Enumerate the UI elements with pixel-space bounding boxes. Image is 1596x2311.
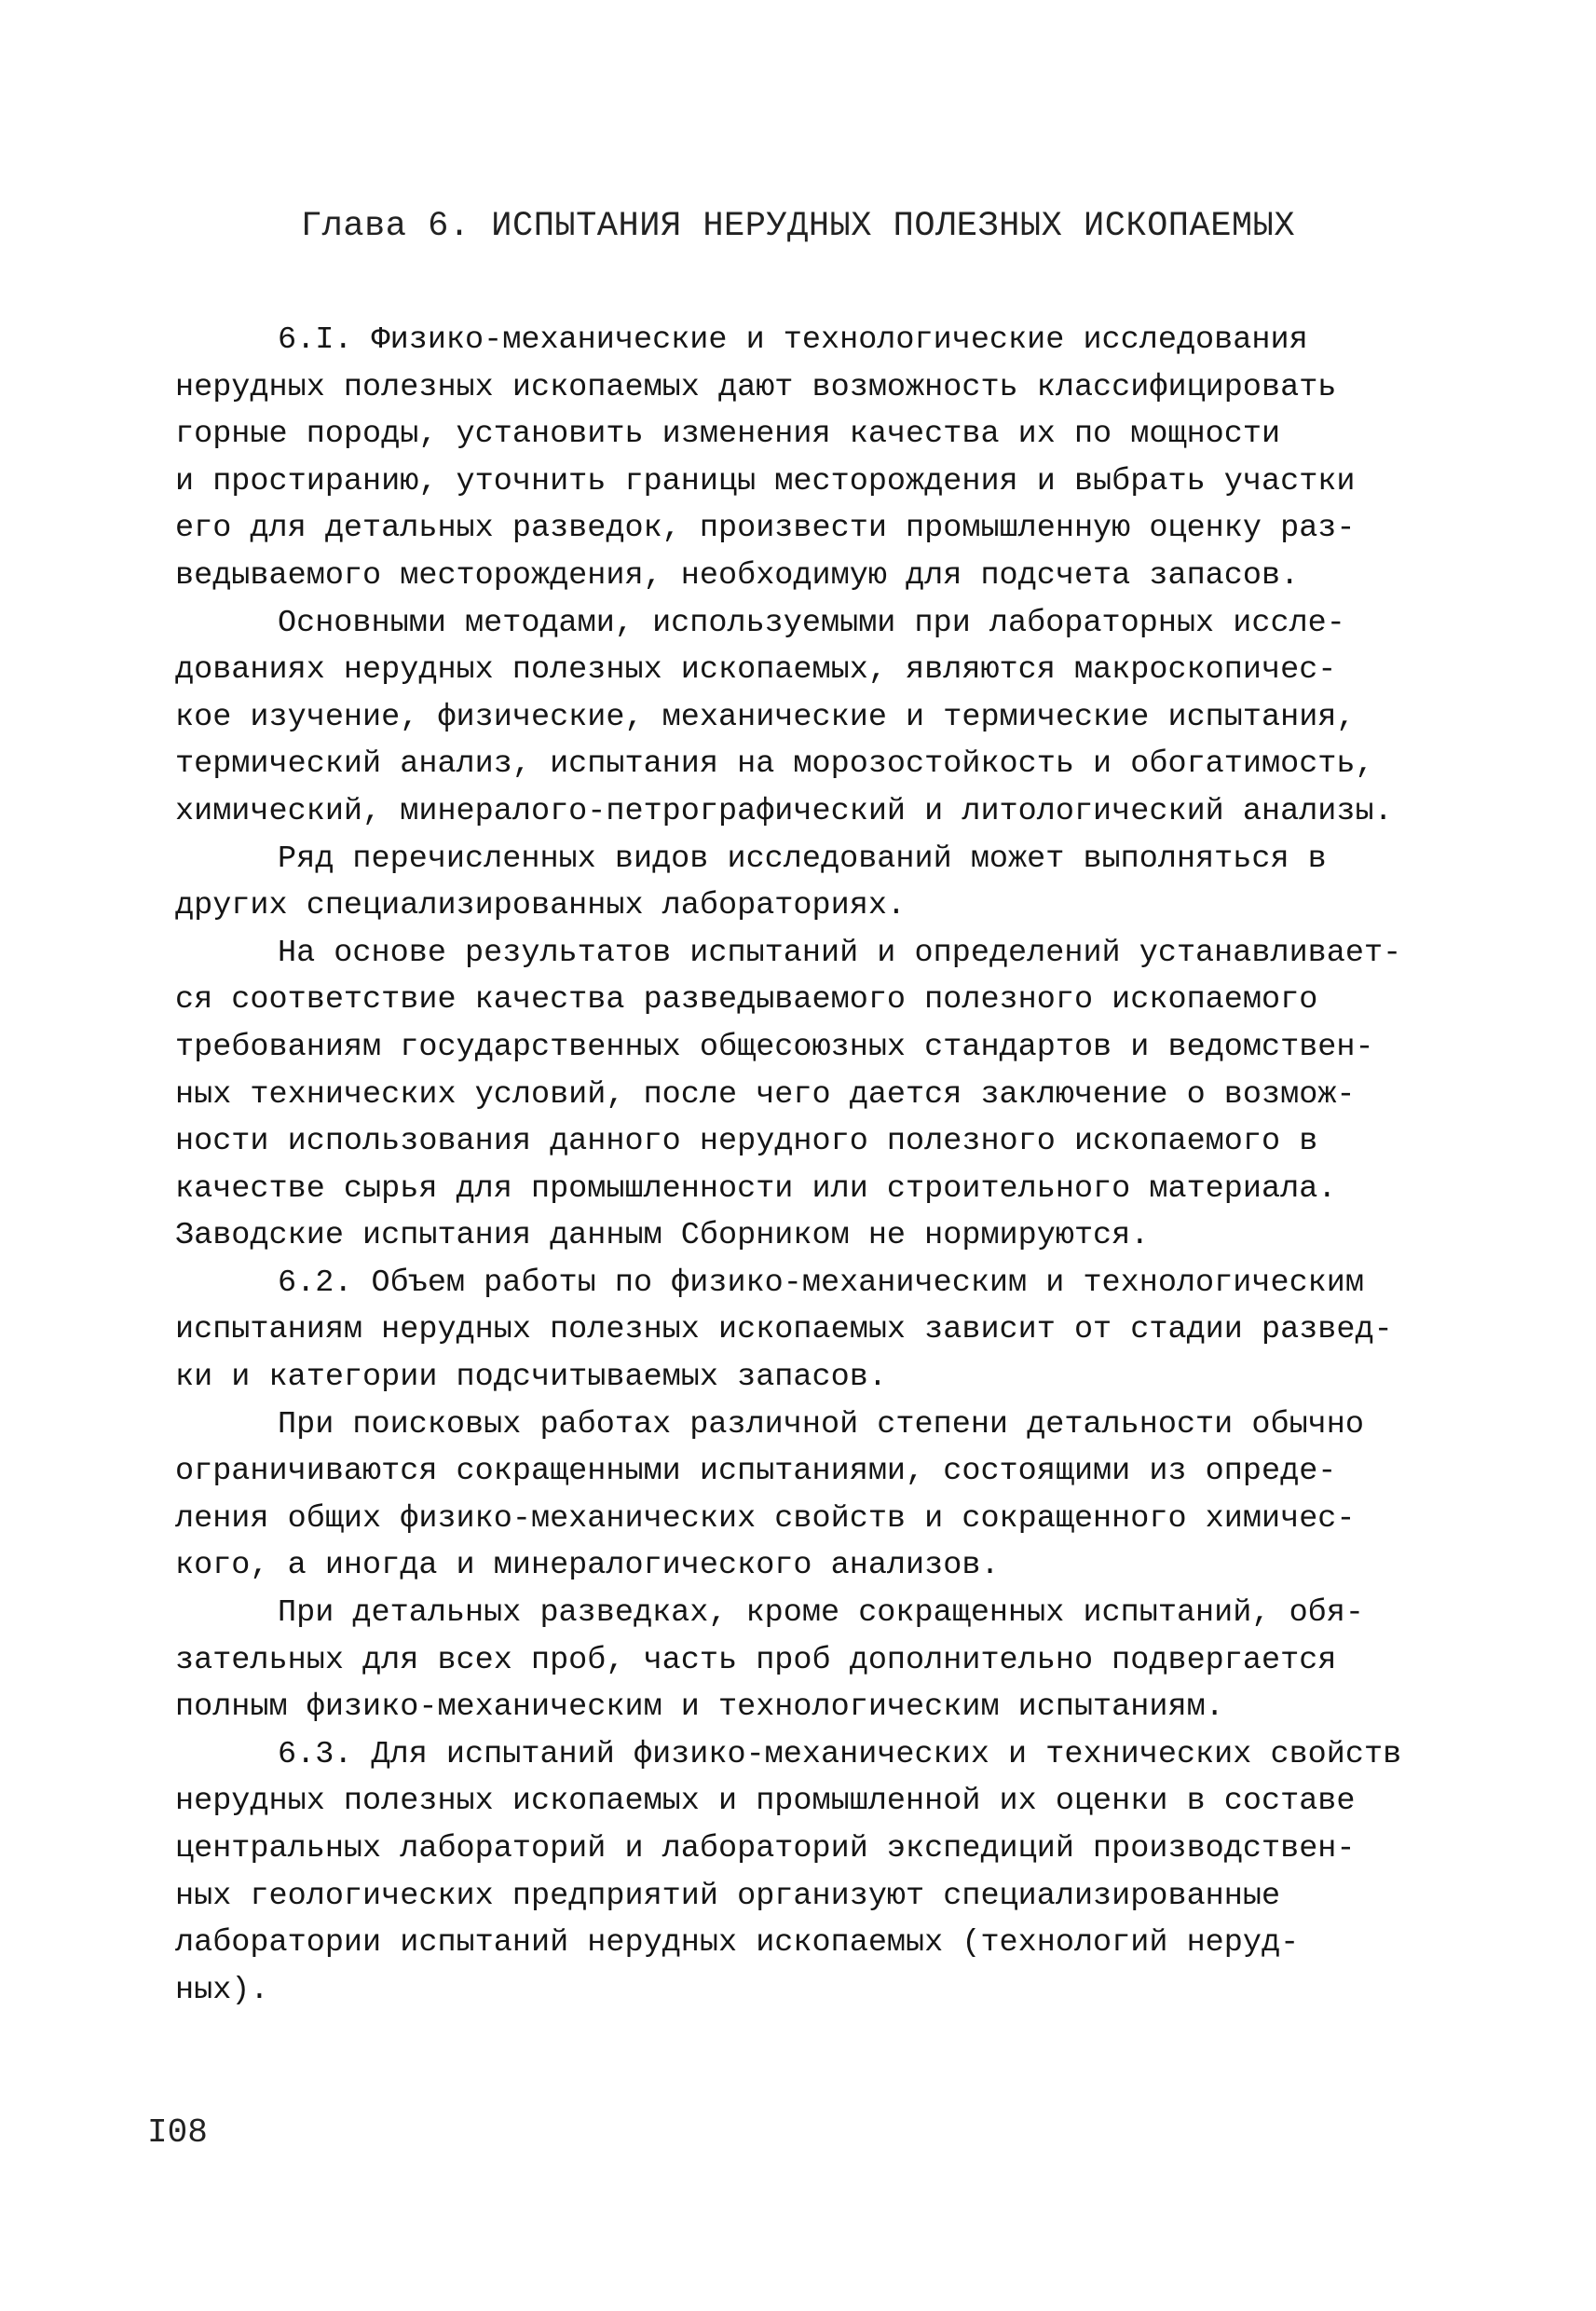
text-line: На основе результатов испытаний и определений устанавливает- [278,935,1402,971]
body-text [175,317,1461,2014]
text-line: других специализированных лабораториях. [175,888,907,924]
text-line: Заводские испытания данным Сборником не нормируются. [175,1218,1150,1254]
text-line: и простиранию, уточнить границы месторождения и выбрать участки [175,463,1356,499]
text-line: 6.3. Для испытаний физико-механических и технических свойств [278,1736,1402,1772]
text-line: Ряд перечисленных видов исследований может выполняться в [278,841,1327,877]
paragraph-6-1 [175,317,1461,600]
text-line: горные породы, установить изменения качества их по мощности [175,417,1281,453]
text-line: ограничиваются сокращенными испытаниями, состоящими из опреде- [175,1454,1337,1490]
text-line: лаборатории испытаний нерудных ископаемых (технологий неруд- [175,1925,1300,1962]
text-line: Основными методами, используемыми при лабораторных иссле- [278,605,1345,641]
text-line: испытаниям нерудных полезных ископаемых зависит от стадии развед- [175,1312,1393,1348]
paragraph-standards [175,930,1461,1260]
text-line: дованиях нерудных полезных ископаемых, являются макроскопичес- [175,652,1337,689]
text-line: ных технических условий, после чего дается заключение о возмож- [175,1076,1356,1113]
text-line: ки и категории подсчитываемых запасов. [175,1360,887,1396]
text-line: качестве сырья для промышленности или строительного материала. [175,1170,1337,1207]
text-line: кое изучение, физические, механические и термические испытания, [175,699,1356,735]
paragraph-6-2 [175,1260,1461,1402]
text-line: ности использования данного нерудного полезного ископаемого в [175,1124,1318,1160]
text-line: ных геологических предприятий организуют специализированные [175,1878,1281,1914]
text-line: ления общих физико-механических свойств и сокращенного химичес- [175,1500,1356,1537]
chapter-title: Глава 6. ИСПЫТАНИЯ НЕРУДНЫХ ПОЛЕЗНЫХ ИСКОПАЕМЫХ [300,207,1296,246]
page-number: I08 [147,2113,208,2152]
text-line: химический, минералого-петрографический и литологический анализы. [175,793,1393,829]
text-line: центральных лабораторий и лабораторий экспедиций производствен- [175,1831,1356,1867]
text-line: требованиям государственных общесоюзных стандартов и ведомствен- [175,1029,1374,1065]
text-line: ведываемого месторождения, необходимую для подсчета запасов. [175,557,1300,594]
text-line: При поисковых работах различной степени детальности обычно [278,1406,1364,1443]
text-line: нерудных полезных ископаемых и промышленной их оценки в составе [175,1784,1356,1820]
text-line: ся соответствие качества разведываемого полезного ископаемого [175,982,1318,1019]
text-line: нерудных полезных ископаемых дают возможность классифицировать [175,369,1337,405]
paragraph-search-works [175,1402,1461,1590]
paragraph-other-labs [175,836,1461,930]
text-line: 6.2. Объем работы по физико-механическим и технологическим [278,1265,1364,1301]
text-line: термический анализ, испытания на морозостойкость и обогатимость, [175,746,1374,783]
text-line: зательных для всех проб, часть проб дополнительно подвергается [175,1642,1337,1678]
text-line: ных). [175,1972,269,2008]
paragraph-methods [175,600,1461,836]
text-line: его для детальных разведок, произвести промышленную оценку раз- [175,511,1356,547]
text-line: кого, а иногда и минералогического анализов. [175,1548,1000,1584]
text-line: При детальных разведках, кроме сокращенных испытаний, обя- [278,1595,1364,1632]
paragraph-detailed-exploration [175,1590,1461,1731]
paragraph-6-3 [175,1731,1461,2015]
text-line: полным физико-механическим и технологическим испытаниям. [175,1689,1224,1726]
text-line: 6.I. Физико-механические и технологические исследования [278,322,1308,358]
